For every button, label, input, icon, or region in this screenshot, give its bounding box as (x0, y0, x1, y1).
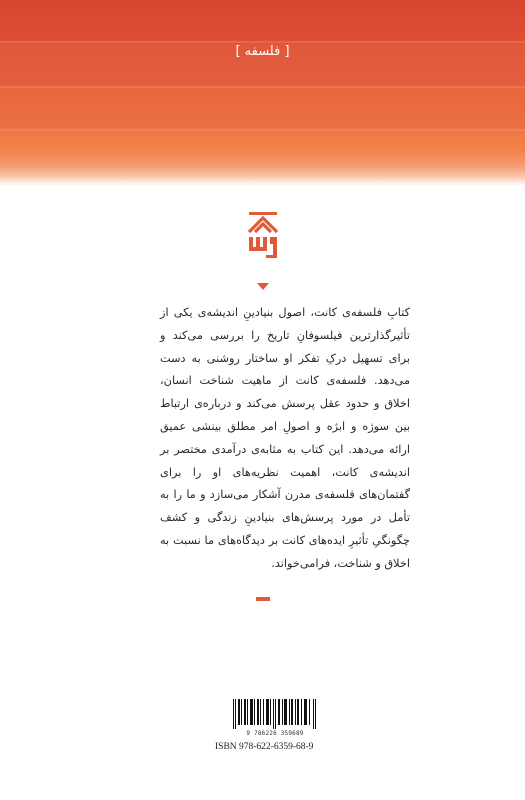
divider-dash (256, 597, 270, 601)
publisher-logo-icon (246, 210, 280, 262)
category-label: [ فلسفه ] (235, 44, 290, 59)
barcode (229, 698, 321, 740)
band-divider (0, 86, 525, 88)
band-divider (0, 129, 525, 131)
barcode-digits: 9 786226 359689 (246, 730, 304, 737)
barcode-bars-icon (229, 698, 321, 730)
isbn-label: ISBN 978-622-6359-68-9 (215, 742, 314, 752)
band-divider (0, 41, 525, 43)
down-arrow-icon (257, 283, 269, 290)
book-description: کتابِ فلسفه‌ی کانت، اصول بنیادینِ اندیشه‌ی یکی از تأثیرگذارترین فیلسوفانِ تاریخ را بررسی می‌کند و برای تسهیل درکِ تفکر او ساختار روشنی به دست می‌دهد. فلسفه‌ی کانت از ماهیت شناخت انسان، اخلاق و حدود عقل پرسش می‌کند و درباره‌ی ارتباط بین سوژه و ابژه و اصولِ امر مطلق بینشی عمیق ارائه می‌دهد. این کتاب به مثابه‌ی درآمدی مختصر بر اندیشه‌ی کانت، اهمیت نظریه‌های او را برای گفتمان‌های فلسفه‌ی مدرن آشکار می‌سازد و ما را به تأمل در مورد پرسش‌های بنیادینِ زندگی و کشف چگونگیِ تأثیرِ ایده‌های کانت بر دیدگاه‌های ما نسبت به اخلاق و شناخت، فرامی‌خواند. (160, 306, 410, 570)
top-banner (0, 0, 525, 185)
